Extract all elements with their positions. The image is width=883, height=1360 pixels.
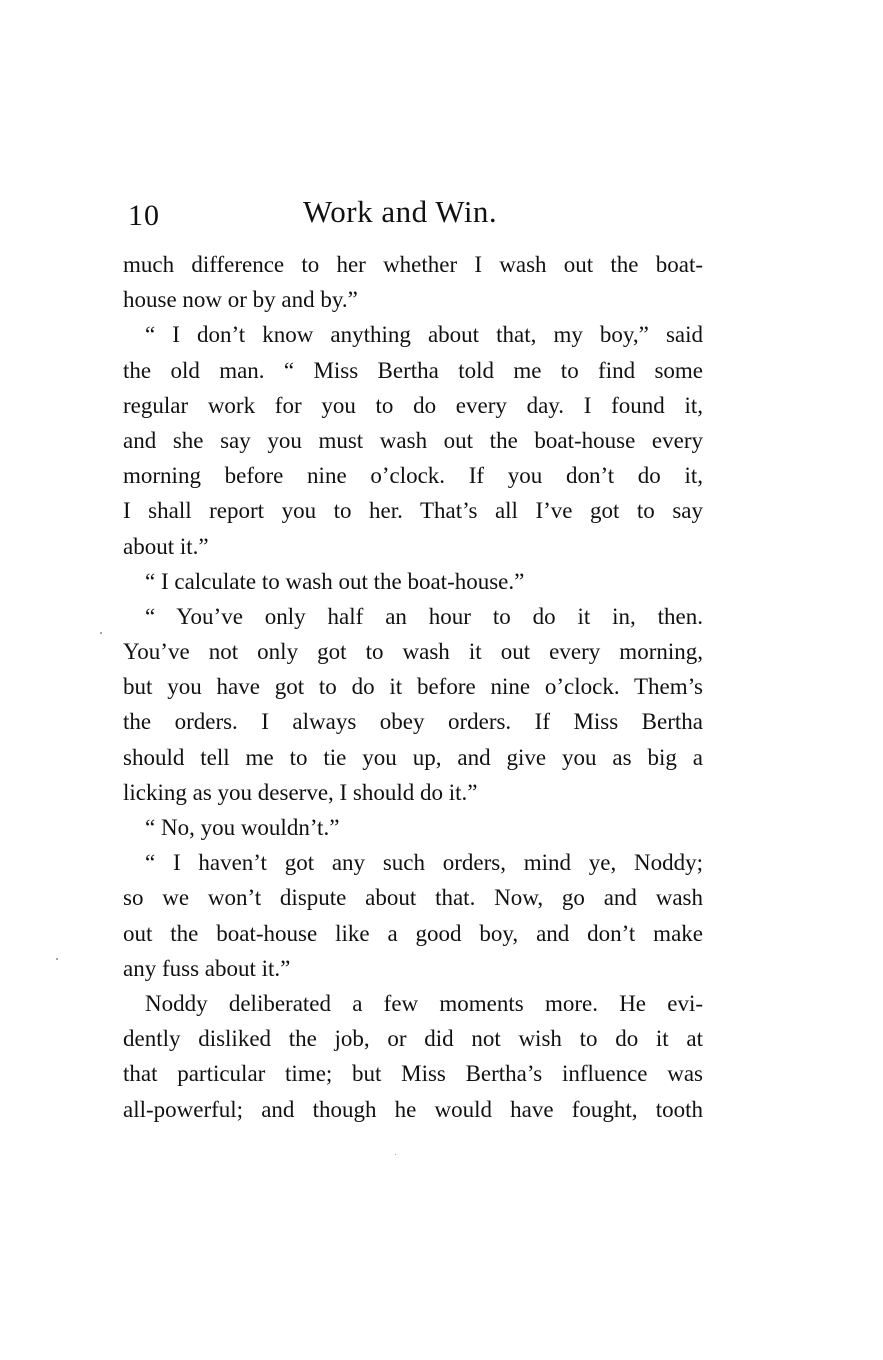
print-speck <box>395 1154 396 1155</box>
text-line: You’ve not only got to wash it out every morning, <box>123 639 703 665</box>
text-line: the orders. I always obey orders. If Miss Bertha <box>123 709 703 735</box>
text-line: any fuss about it.” <box>123 955 291 981</box>
text-line: regular work for you to do every day. I found it, <box>123 392 703 418</box>
body-text <box>123 247 703 1127</box>
running-title: Work and Win. <box>303 194 498 229</box>
text-line: morning before nine o’clock. If you don’t do it, <box>123 463 703 489</box>
text-line: should tell me to tie you up, and give you as big a <box>123 744 703 770</box>
paragraph-first-line: Noddy deliberated a few moments more. He evi- <box>145 990 703 1016</box>
paragraph-first-line: “ You’ve only half an hour to do it in, then. <box>145 603 703 629</box>
text-line: out the boat-house like a good boy, and don’t make <box>123 920 703 946</box>
page-header <box>128 190 708 236</box>
text-line: but you have got to do it before nine o’clock. Them’s <box>123 674 703 700</box>
print-speck <box>100 632 102 634</box>
text-line: dently disliked the job, or did not wish to do it at <box>123 1026 703 1052</box>
paragraph-first-line: “ I don’t know anything about that, my boy,” said <box>145 322 703 348</box>
text-line: that particular time; but Miss Bertha’s influence was <box>123 1061 703 1087</box>
text-line: licking as you deserve, I should do it.” <box>123 779 478 805</box>
paragraph-first-line: “ No, you wouldn’t.” <box>145 815 340 840</box>
text-line: I shall report you to her. That’s all I’ve got to say <box>123 498 703 524</box>
print-speck <box>56 958 58 960</box>
text-line: house now or by and by.” <box>123 287 358 313</box>
page-number: 10 <box>128 199 160 232</box>
text-line: all-powerful; and though he would have fought, tooth <box>123 1096 703 1122</box>
text-line: the old man. “ Miss Bertha told me to find some <box>123 357 703 383</box>
text-line: much difference to her whether I wash out the boat- <box>123 252 703 277</box>
paragraph-first-line: “ I haven’t got any such orders, mind ye, Noddy; <box>145 850 703 876</box>
paragraph-first-line: “ I calculate to wash out the boat-house.” <box>145 568 525 594</box>
text-line: so we won’t dispute about that. Now, go and wash <box>123 885 703 911</box>
text-line: and she say you must wash out the boat-house every <box>123 427 703 453</box>
text-line: about it.” <box>123 533 209 559</box>
